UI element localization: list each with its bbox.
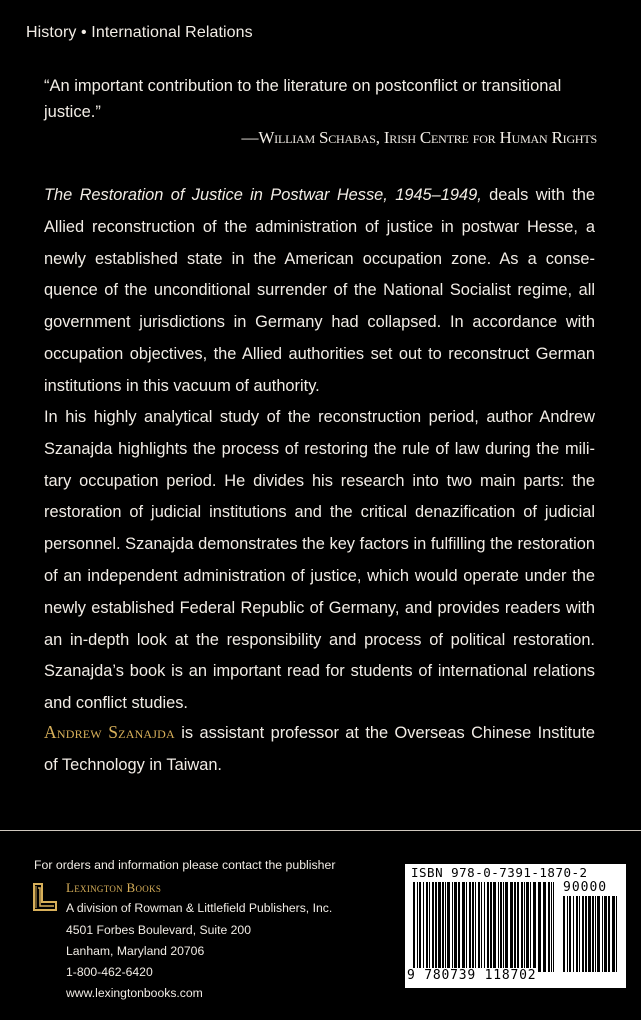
footer-divider [0, 830, 641, 831]
description-paragraph-1 [44, 180, 595, 403]
barcode-bar [503, 882, 504, 972]
barcode-bar [595, 896, 596, 972]
barcode-bar [573, 896, 574, 972]
publisher-address-line-1: 4501 Forbes Boulevard, Suite 200 [66, 922, 251, 937]
publisher-division: A division of Rowman & Littlefield Publishers, Inc. [66, 901, 333, 916]
barcode-bar [582, 896, 584, 972]
barcode-bar [510, 882, 513, 972]
subject-category: History • International Relations [26, 24, 253, 41]
barcode-bar [517, 882, 519, 972]
barcode-bar [472, 882, 474, 972]
publisher-website: www.lexingtonbooks.com [66, 986, 203, 1001]
publisher-name: Lexington Books [66, 880, 162, 895]
blurb-attribution: —William Schabas, Irish Centre for Human Rights [241, 128, 597, 147]
barcode-bar [514, 882, 516, 972]
barcode-bar [608, 896, 610, 972]
barcode-bar [462, 882, 465, 972]
blurb-quote: “An important contribution to the literature on postconflict or transitional justice.” [44, 77, 562, 121]
barcode-bar [417, 882, 418, 972]
barcode-bar [538, 882, 541, 972]
ean-barcode-bars [411, 882, 557, 972]
barcode-bar [592, 896, 594, 972]
author-bio [44, 717, 595, 782]
barcode-bar [413, 882, 415, 972]
barcode-bar [466, 882, 467, 972]
barcode-bar [426, 882, 428, 972]
barcode-bar [604, 896, 607, 972]
barcode-bar [616, 896, 617, 972]
lexington-books-logo-icon [32, 882, 58, 912]
ean-digits-text: 9 780739 118702 [407, 968, 537, 983]
barcode-bar [447, 882, 450, 972]
barcode-bar [423, 882, 424, 972]
barcode-bar [588, 896, 591, 972]
publisher-address-line-2: Lanham, Maryland 20706 [66, 943, 205, 958]
barcode-bar [585, 896, 587, 972]
barcode-bar [469, 882, 471, 972]
author-bio-text: is assistant professor at the Overseas Chinese Institute of Technology in Taiwan. [44, 724, 595, 774]
barcode-bar [493, 882, 496, 972]
barcode-bar [551, 882, 552, 972]
barcode-bar [602, 896, 603, 972]
barcode-bar [435, 882, 437, 972]
barcode-bar [490, 882, 492, 972]
barcode-bar [481, 882, 482, 972]
barcode-bar [521, 882, 523, 972]
barcode-bar [454, 882, 457, 972]
barcode-bar [569, 896, 571, 972]
barcode-bar [526, 882, 529, 972]
barcode-bar [484, 882, 485, 972]
barcode-bar [576, 896, 578, 972]
barcode-bar [567, 896, 568, 972]
publisher-info [66, 877, 332, 1005]
barcode-bar [563, 896, 565, 972]
barcode-bar [597, 896, 600, 972]
barcode-bar [429, 882, 430, 972]
barcode-bar [533, 882, 536, 972]
barcode-bar [487, 882, 489, 972]
barcode-bar [419, 882, 421, 972]
barcode-bar [579, 896, 580, 972]
author-name: Andrew Szanajda [44, 722, 175, 742]
barcode-bar [553, 882, 554, 972]
barcode-bar [530, 882, 531, 972]
book-title: The Restoration of Justice in Postwar Hesse, 1945–1949, [44, 186, 482, 204]
addon-barcode-bars [561, 896, 621, 972]
isbn-barcode [405, 864, 626, 988]
barcode-bar [505, 882, 508, 972]
barcode-bar [612, 896, 615, 972]
publisher-phone: 1-800-462-6420 [66, 965, 153, 980]
barcode-bar [432, 882, 434, 972]
barcode-bar [524, 882, 525, 972]
isbn-text: ISBN 978-0-7391-1870-2 [411, 865, 588, 880]
barcode-bar [452, 882, 453, 972]
barcode-bar [478, 882, 480, 972]
description-paragraph-2: In his highly analytical study of the reconstruction period, author Andrew Szanajda highlights the process of restoring the rule of law during the military occupation period. He divides his research into two main parts: the restoration of judicial institutions and the critical denazification of judicial personnel. Szanajda demonstrates the key factors in fulfilling the restoration of an independent administration of justice, which would operate under the newly established Federal Republic of Germany, and provides readers with an in-depth look at the responsibility and process of political restoration. Szanajda’s book is an important read for students of international relations and conflict studies. [44, 408, 595, 713]
barcode-bar [500, 882, 502, 972]
barcode-bar [498, 882, 499, 972]
barcode-bar [445, 882, 446, 972]
barcode-bar [548, 882, 550, 972]
price-code-text: 90000 [563, 880, 608, 895]
barcode-bar [438, 882, 441, 972]
barcode-bar [442, 882, 444, 972]
contact-line: For orders and information please contact the publisher [34, 858, 336, 872]
barcode-bar [458, 882, 460, 972]
description-paragraph-1-text: deals with the Allied reconstruction of the administration of justice in postwar Hesse, a newly established state in the American occupation zone. As a consequence of the unconditional surrender of the National Socialist regime, all government jurisdictions in Germany had collapsed. In accordance with occupation objectives, the Allied authorities set out to reconstruct German institutions in this vacuum of authority. [44, 186, 595, 395]
barcode-bar [543, 882, 546, 972]
barcode-bar [475, 882, 476, 972]
